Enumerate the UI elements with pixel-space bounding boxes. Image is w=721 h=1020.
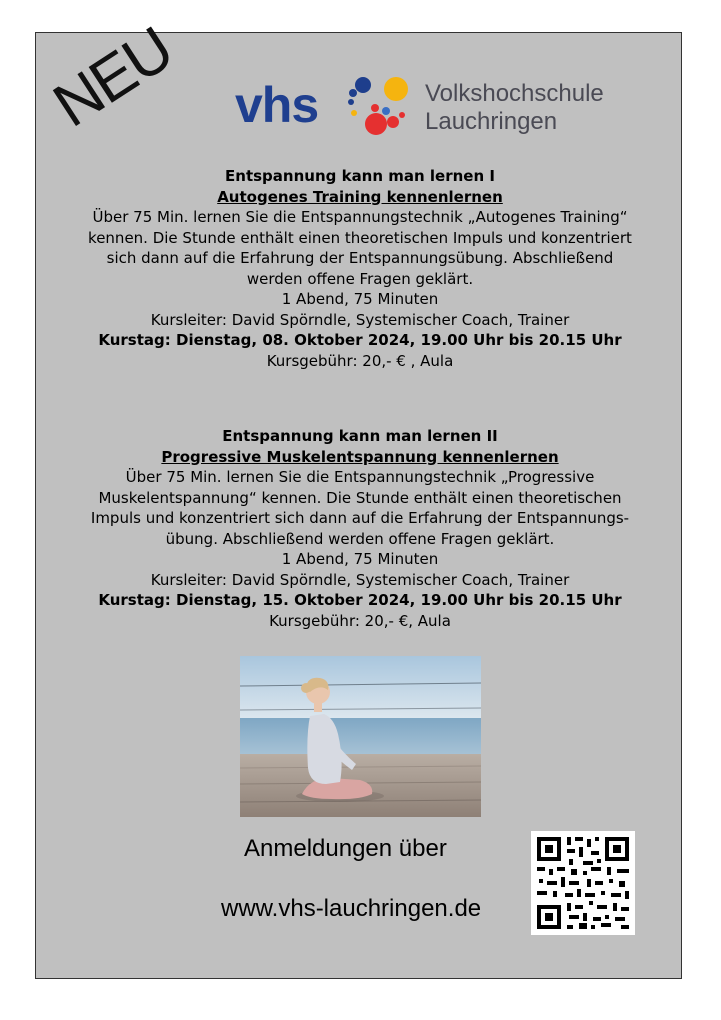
meditation-photo	[240, 656, 481, 817]
new-badge: NEU	[41, 14, 185, 141]
course-desc-line: übung. Abschließend werden offene Fragen geklärt.	[165, 529, 555, 548]
qr-code-icon[interactable]	[531, 831, 635, 935]
course-duration: 1 Abend, 75 Minuten	[281, 290, 439, 308]
course-subtitle: Autogenes Training kennenlernen	[217, 187, 503, 206]
vhs-logo-mark: vhs	[235, 77, 319, 133]
course-title: Entspannung kann man lernen I	[225, 167, 495, 185]
registration-url[interactable]: www.vhs-lauchringen.de	[221, 895, 482, 922]
course-leader: Kursleiter: David Spörndle, Systemischer Coach, Trainer	[150, 570, 570, 589]
course-date: Kurstag: Dienstag, 08. Oktober 2024, 19.00 Uhr bis 20.15 Uhr	[98, 331, 622, 349]
course-fee: Kursgebühr: 20,- € , Aula	[266, 351, 454, 370]
registration-label: Anmeldungen über	[244, 835, 447, 862]
course-desc-line: sich dann auf die Erfahrung der Entspannungsübung. Abschließend	[106, 249, 614, 267]
course-block-1	[70, 166, 650, 371]
course-subtitle: Progressive Muskelentspannung kennenlernen	[161, 447, 559, 466]
course-date: Kurstag: Dienstag, 15. Oktober 2024, 19.00 Uhr bis 20.15 Uhr	[98, 591, 622, 609]
course-leader: Kursleiter: David Spörndle, Systemischer Coach, Trainer	[150, 310, 570, 329]
vhs-logo-name	[425, 80, 604, 136]
course-desc-line: Über 75 Min. lernen Sie die Entspannungstechnik „Autogenes Training“	[92, 208, 628, 226]
course-title: Entspannung kann man lernen II	[222, 427, 498, 445]
logo-line1: Volkshochschule	[425, 80, 604, 107]
course-desc-line: kennen. Die Stunde enthält einen theoretischen Impuls und konzentriert	[88, 228, 632, 247]
vhs-logo-dots-icon	[346, 73, 412, 139]
course-desc-line: Impuls und konzentriert sich dann auf die Erfahrung der Entspannungs-	[90, 509, 630, 527]
course-block-2	[70, 426, 650, 631]
course-desc-line: werden offene Fragen geklärt.	[246, 269, 474, 288]
course-fee: Kursgebühr: 20,- €, Aula	[269, 611, 451, 630]
course-duration: 1 Abend, 75 Minuten	[281, 550, 439, 568]
course-desc-line: Muskelentspannung“ kennen. Die Stunde enthält einen theoretischen	[98, 488, 622, 507]
logo-line2: Lauchringen	[425, 108, 558, 135]
course-desc-line: Über 75 Min. lernen Sie die Entspannungstechnik „Progressive	[125, 468, 595, 486]
